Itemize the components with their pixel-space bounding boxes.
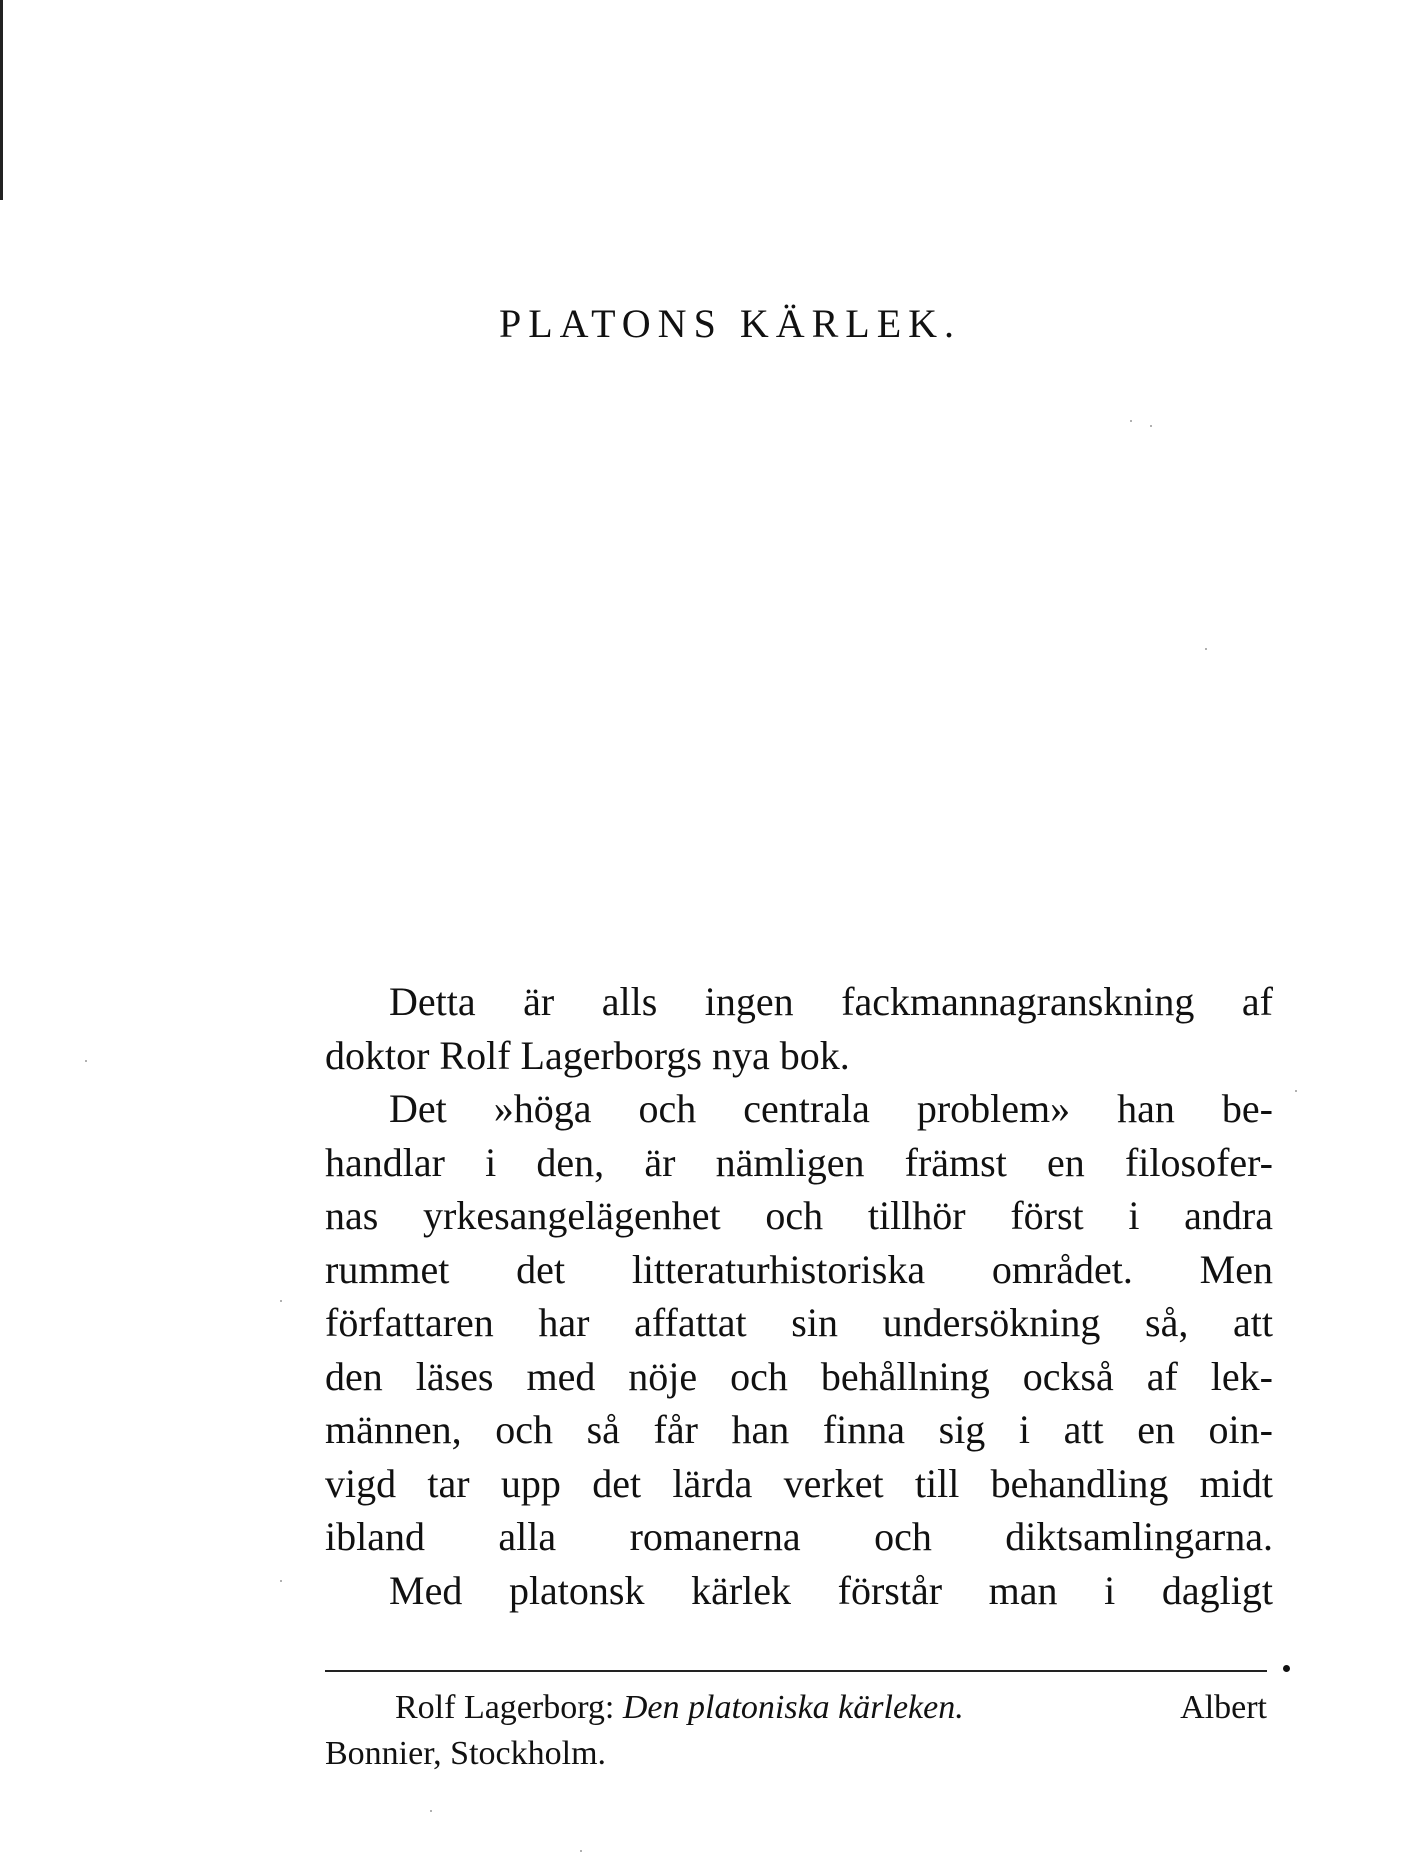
footnote-publisher-start: Albert bbox=[1180, 1689, 1267, 1726]
scan-speck bbox=[85, 1060, 87, 1062]
footnote-reference bbox=[395, 1685, 964, 1731]
body-line: författaren har affattat sin undersökning så, att bbox=[325, 1300, 1273, 1345]
body-line: doktor Rolf Lagerborgs nya bok. bbox=[325, 1032, 850, 1078]
body-line: nas yrkesangelägenhet och tillhör först i andra bbox=[325, 1193, 1273, 1238]
footnote bbox=[325, 1685, 1267, 1777]
scan-speck bbox=[1130, 420, 1132, 422]
chapter-title: PLATONS KÄRLEK. bbox=[498, 301, 962, 346]
page-edge-mark bbox=[0, 0, 3, 200]
scan-speck bbox=[1295, 1090, 1297, 1092]
scan-speck bbox=[280, 1300, 282, 1302]
body-line: Det »höga och centrala problem» han be- bbox=[389, 1086, 1273, 1131]
footnote-divider bbox=[325, 1670, 1267, 1672]
body-line: männen, och så får han finna sig i att en oin- bbox=[325, 1407, 1273, 1452]
footnote-author: Rolf Lagerborg: bbox=[395, 1689, 615, 1726]
footnote-line bbox=[325, 1685, 1267, 1731]
body-line: den läses med nöje och behållning också af lek- bbox=[325, 1353, 1273, 1399]
ink-dot bbox=[1283, 1665, 1290, 1672]
scan-speck bbox=[430, 1810, 432, 1812]
scan-speck bbox=[1150, 425, 1152, 427]
body-line: handlar i den, är nämligen främst en filosofer- bbox=[325, 1139, 1273, 1185]
body-paragraphs bbox=[325, 975, 1273, 1617]
scan-speck bbox=[1205, 648, 1207, 650]
footnote-book-title: Den platoniska kärleken. bbox=[622, 1689, 964, 1726]
body-line: Med platonsk kärlek förstår man i dagligt bbox=[389, 1567, 1273, 1613]
scan-speck bbox=[280, 1580, 282, 1582]
body-line: ibland alla romanerna och diktsamlingarna. bbox=[325, 1514, 1273, 1559]
footnote-line: Bonnier, Stockholm. bbox=[325, 1735, 607, 1772]
body-line: Detta är alls ingen fackmannagranskning af bbox=[389, 979, 1273, 1024]
scan-speck bbox=[580, 1850, 582, 1852]
body-line: rummet det litteraturhistoriska området. Men bbox=[325, 1246, 1273, 1292]
body-line: vigd tar upp det lärda verket till behandling midt bbox=[325, 1460, 1273, 1506]
